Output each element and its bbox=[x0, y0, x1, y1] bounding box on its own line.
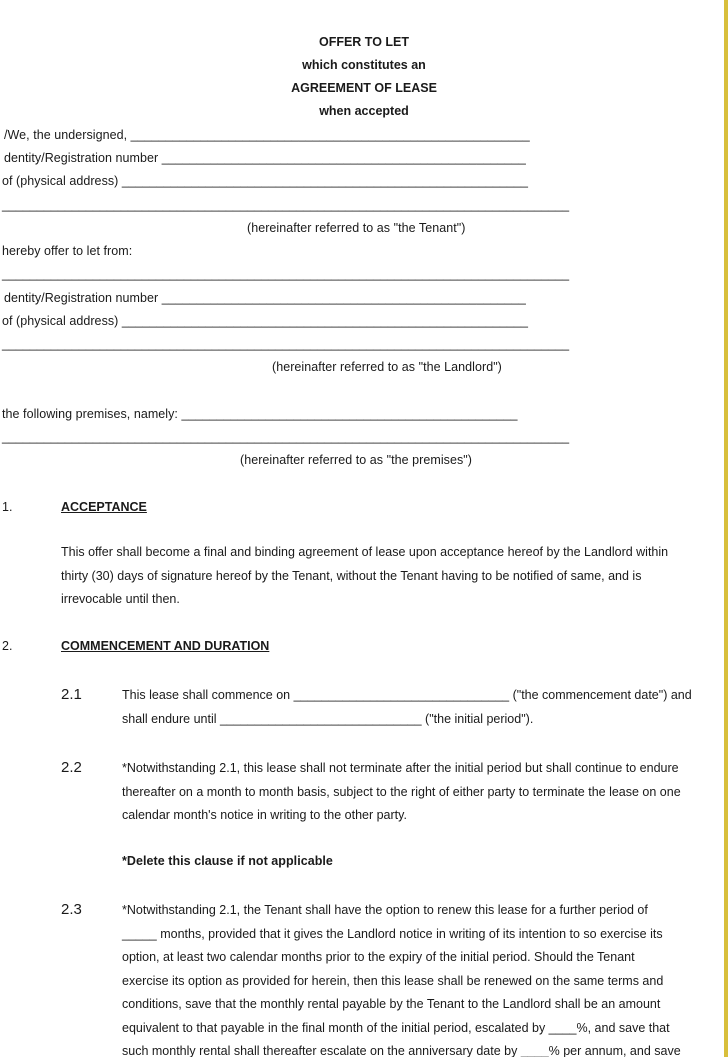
landlord-id-line: dentity/Registration number ____________________________________________________ bbox=[4, 291, 526, 305]
clause-2-3-line: exercise its option as provided for herein, then this lease shall be renewed on the same terms and bbox=[122, 973, 664, 988]
offer-from-line: hereby offer to let from: bbox=[2, 244, 133, 258]
clause-2-3-line: such monthly rental shall thereafter escalate on the anniversary date by ____% per annum, and save bbox=[122, 1044, 681, 1057]
premises-referred: (hereinafter referred to as "the premises") bbox=[240, 453, 472, 467]
section-1-heading: ACCEPTANCE bbox=[61, 500, 147, 514]
premises-line: the following premises, namely: ________________________________________________ bbox=[2, 407, 518, 421]
section-2-number: 2. bbox=[2, 639, 13, 653]
section-1-line: This offer shall become a final and binding agreement of lease upon acceptance hereof by the Landlord within bbox=[61, 545, 669, 559]
landlord-referred: (hereinafter referred to as "the Landlord") bbox=[272, 360, 502, 374]
doc-subtitle-2: AGREEMENT OF LEASE bbox=[291, 81, 437, 95]
clause-2-2-number: 2.2 bbox=[61, 759, 82, 776]
clause-2-1-line: shall endure until _____________________________ ("the initial period"). bbox=[122, 711, 534, 726]
doc-subtitle-1: which constitutes an bbox=[302, 58, 426, 72]
tenant-address-line: of (physical address) __________________________________________________________ bbox=[2, 174, 529, 188]
clause-2-2-paragraph bbox=[122, 757, 724, 828]
section-2-heading: COMMENCEMENT AND DURATION bbox=[61, 639, 270, 653]
clause-2-3-line: *Notwithstanding 2.1, the Tenant shall have the option to renew this lease for a further period of bbox=[122, 903, 648, 917]
landlord-blank-line-2: _________________________________________________________________________________ bbox=[2, 337, 570, 351]
doc-title: OFFER TO LET bbox=[318, 35, 410, 49]
doc-subtitle-3: when accepted bbox=[319, 104, 409, 118]
clause-2-1-number: 2.1 bbox=[61, 686, 82, 703]
section-1-line: thirty (30) days of signature hereof by the Tenant, without the Tenant having to be notified of same, and is bbox=[61, 568, 642, 583]
clause-2-2-line: *Notwithstanding 2.1, this lease shall not terminate after the initial period but shall continue to endure bbox=[122, 761, 679, 775]
clause-2-2-line: calendar month's notice in writing to the other party. bbox=[122, 808, 407, 822]
clause-2-3-line: option, at least two calendar months prior to the expiry of the initial period. Should the Tenant bbox=[122, 950, 635, 964]
clause-2-3-line: _____ months, provided that it gives the Landlord notice in writing of its intention to so exercise its bbox=[122, 926, 663, 941]
clause-2-2-note: *Delete this clause if not applicable bbox=[122, 854, 333, 868]
section-1-line: irrevocable until then. bbox=[61, 592, 180, 606]
clause-2-1-paragraph bbox=[122, 684, 724, 731]
clause-2-3-line: conditions, save that the monthly rental payable by the Tenant to the Landlord shall be an amount bbox=[122, 997, 661, 1011]
landlord-address-line: of (physical address) __________________________________________________________ bbox=[2, 314, 529, 328]
clause-2-3-number: 2.3 bbox=[61, 901, 82, 918]
section-1-paragraph bbox=[61, 541, 724, 612]
tenant-undersigned-line: /We, the undersigned, _________________________________________________________ bbox=[4, 128, 530, 142]
landlord-blank-line-1: _________________________________________________________________________________ bbox=[2, 267, 570, 281]
tenant-blank-line: _________________________________________________________________________________ bbox=[2, 198, 570, 212]
tenant-referred: (hereinafter referred to as "the Tenant") bbox=[247, 221, 466, 235]
section-1-number: 1. bbox=[2, 500, 13, 514]
clause-2-1-line: This lease shall commence on _______________________________ ("the commencement date") and bbox=[122, 688, 692, 702]
clause-2-3-paragraph bbox=[122, 899, 724, 1057]
clause-2-2-line: thereafter on a month to month basis, subject to the right of either party to terminate the lease on one bbox=[122, 784, 681, 799]
tenant-id-line: dentity/Registration number ____________________________________________________ bbox=[4, 151, 526, 165]
clause-2-3-line: equivalent to that payable in the final month of the initial period, escalated by ____%, and save that bbox=[122, 1020, 670, 1035]
premises-blank-line: _________________________________________________________________________________ bbox=[2, 430, 570, 444]
